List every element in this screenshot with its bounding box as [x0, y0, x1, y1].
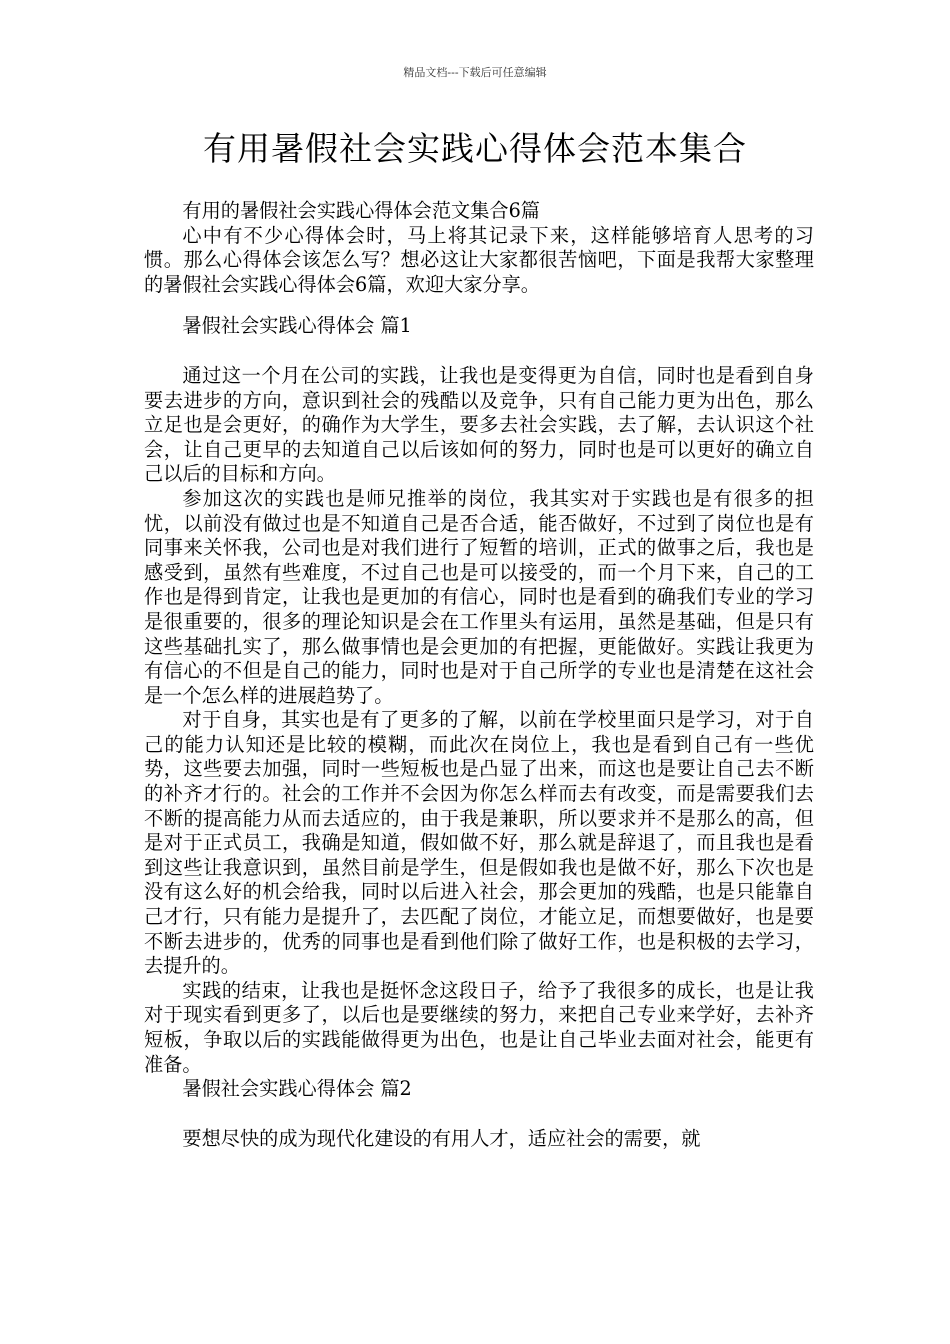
document-title: 有用暑假社会实践心得体会范本集合: [203, 129, 747, 168]
intro-paragraph: 心中有不少心得体会时，马上将其记录下来，这样能够培育人思考的习惯。那么心得体会该怎么写？想必这让大家都很苦恼吧，下面是我帮大家整理的暑假社会实践心得体会6篇，欢迎大家分享。: [144, 223, 814, 296]
body-paragraph: 实践的结束，让我也是挺怀念这段日子，给予了我很多的成长，也是让我对于现实看到更多了，以后也是要继续的努力，来把自己专业来学好，去补齐短板，争取以后的实践能做得更为出色，也是让自己毕业去面对社会，能更有准备。: [144, 978, 814, 1076]
body-paragraph: 参加这次的实践也是师兄推举的岗位，我其实对于实践也是有很多的担忧，以前没有做过也是不知道自己是否合适，能否做好，不过到了岗位也是有同事来关怀我，公司也是对我们进行了短暂的培训，正式的做事之后，我也是感受到，虽然有些难度，不过自己也是可以接受的，而一个月下来，自己的工作也是得到肯定，让我也是更加的有信心，同时也是看到的确我们专业的学习是很重要的，很多的理论知识是会在工作里头有运用，虽然是基础，但是只有这些基础扎实了，那么做事情也是会更加的有把握，更能做好。实践让我更为有信心的不但是自己的能力，同时也是对于自己所学的专业也是清楚在这社会是一个怎么样的进展趋势了。: [144, 486, 814, 707]
header-note: 精品文档---下载后可任意编辑: [403, 66, 547, 79]
body-paragraph: 对于自身，其实也是有了更多的了解，以前在学校里面只是学习，对于自己的能力认知还是比较的模糊，而此次在岗位上，我也是看到自己有一些优势，这些要去加强，同时一些短板也是凸显了出来，而这也是要让自己去不断的补齐才行的。社会的工作并不会因为你怎么样而去有改变，而是需要我们去不断的提高能力从而去适应的，由于我是兼职，所以要求并不是那么的高，但是对于正式员工，我确是知道，假如做不好，那么就是辞退了，而且我也是看到这些让我意识到，虽然目前是学生，但是假如我也是做不好，那么下次也是没有这么好的机会给我，同时以后进入社会，那会更加的残酷，也是只能靠自己才行，只有能力是提升了，去匹配了岗位，才能立足，而想要做好，也是要不断去进步的，优秀的同事也是看到他们除了做好工作，也是积极的去学习，去提升的。: [144, 708, 814, 978]
body-paragraph: 通过这一个月在公司的实践，让我也是变得更为自信，同时也是看到自身要去进步的方向，意识到社会的残酷以及竞争，只有自己能力更为出色，那么立足也是会更好，的确作为大学生，要多去社会实践，去了解，去认识这个社会，让自己更早的去知道自己以后该如何的努力，同时也是可以更好的确立自己以后的目标和方向。: [144, 363, 814, 486]
body-paragraph: 要想尽快的成为现代化建设的有用人才，适应社会的需要，就: [182, 1126, 701, 1150]
subtitle-paragraph: 有用的暑假社会实践心得体会范文集合6篇: [182, 199, 540, 222]
section-heading-2: 暑假社会实践心得体会 篇2: [182, 1077, 412, 1101]
section-heading-1: 暑假社会实践心得体会 篇1: [182, 314, 412, 338]
document-body: [144, 199, 814, 1151]
